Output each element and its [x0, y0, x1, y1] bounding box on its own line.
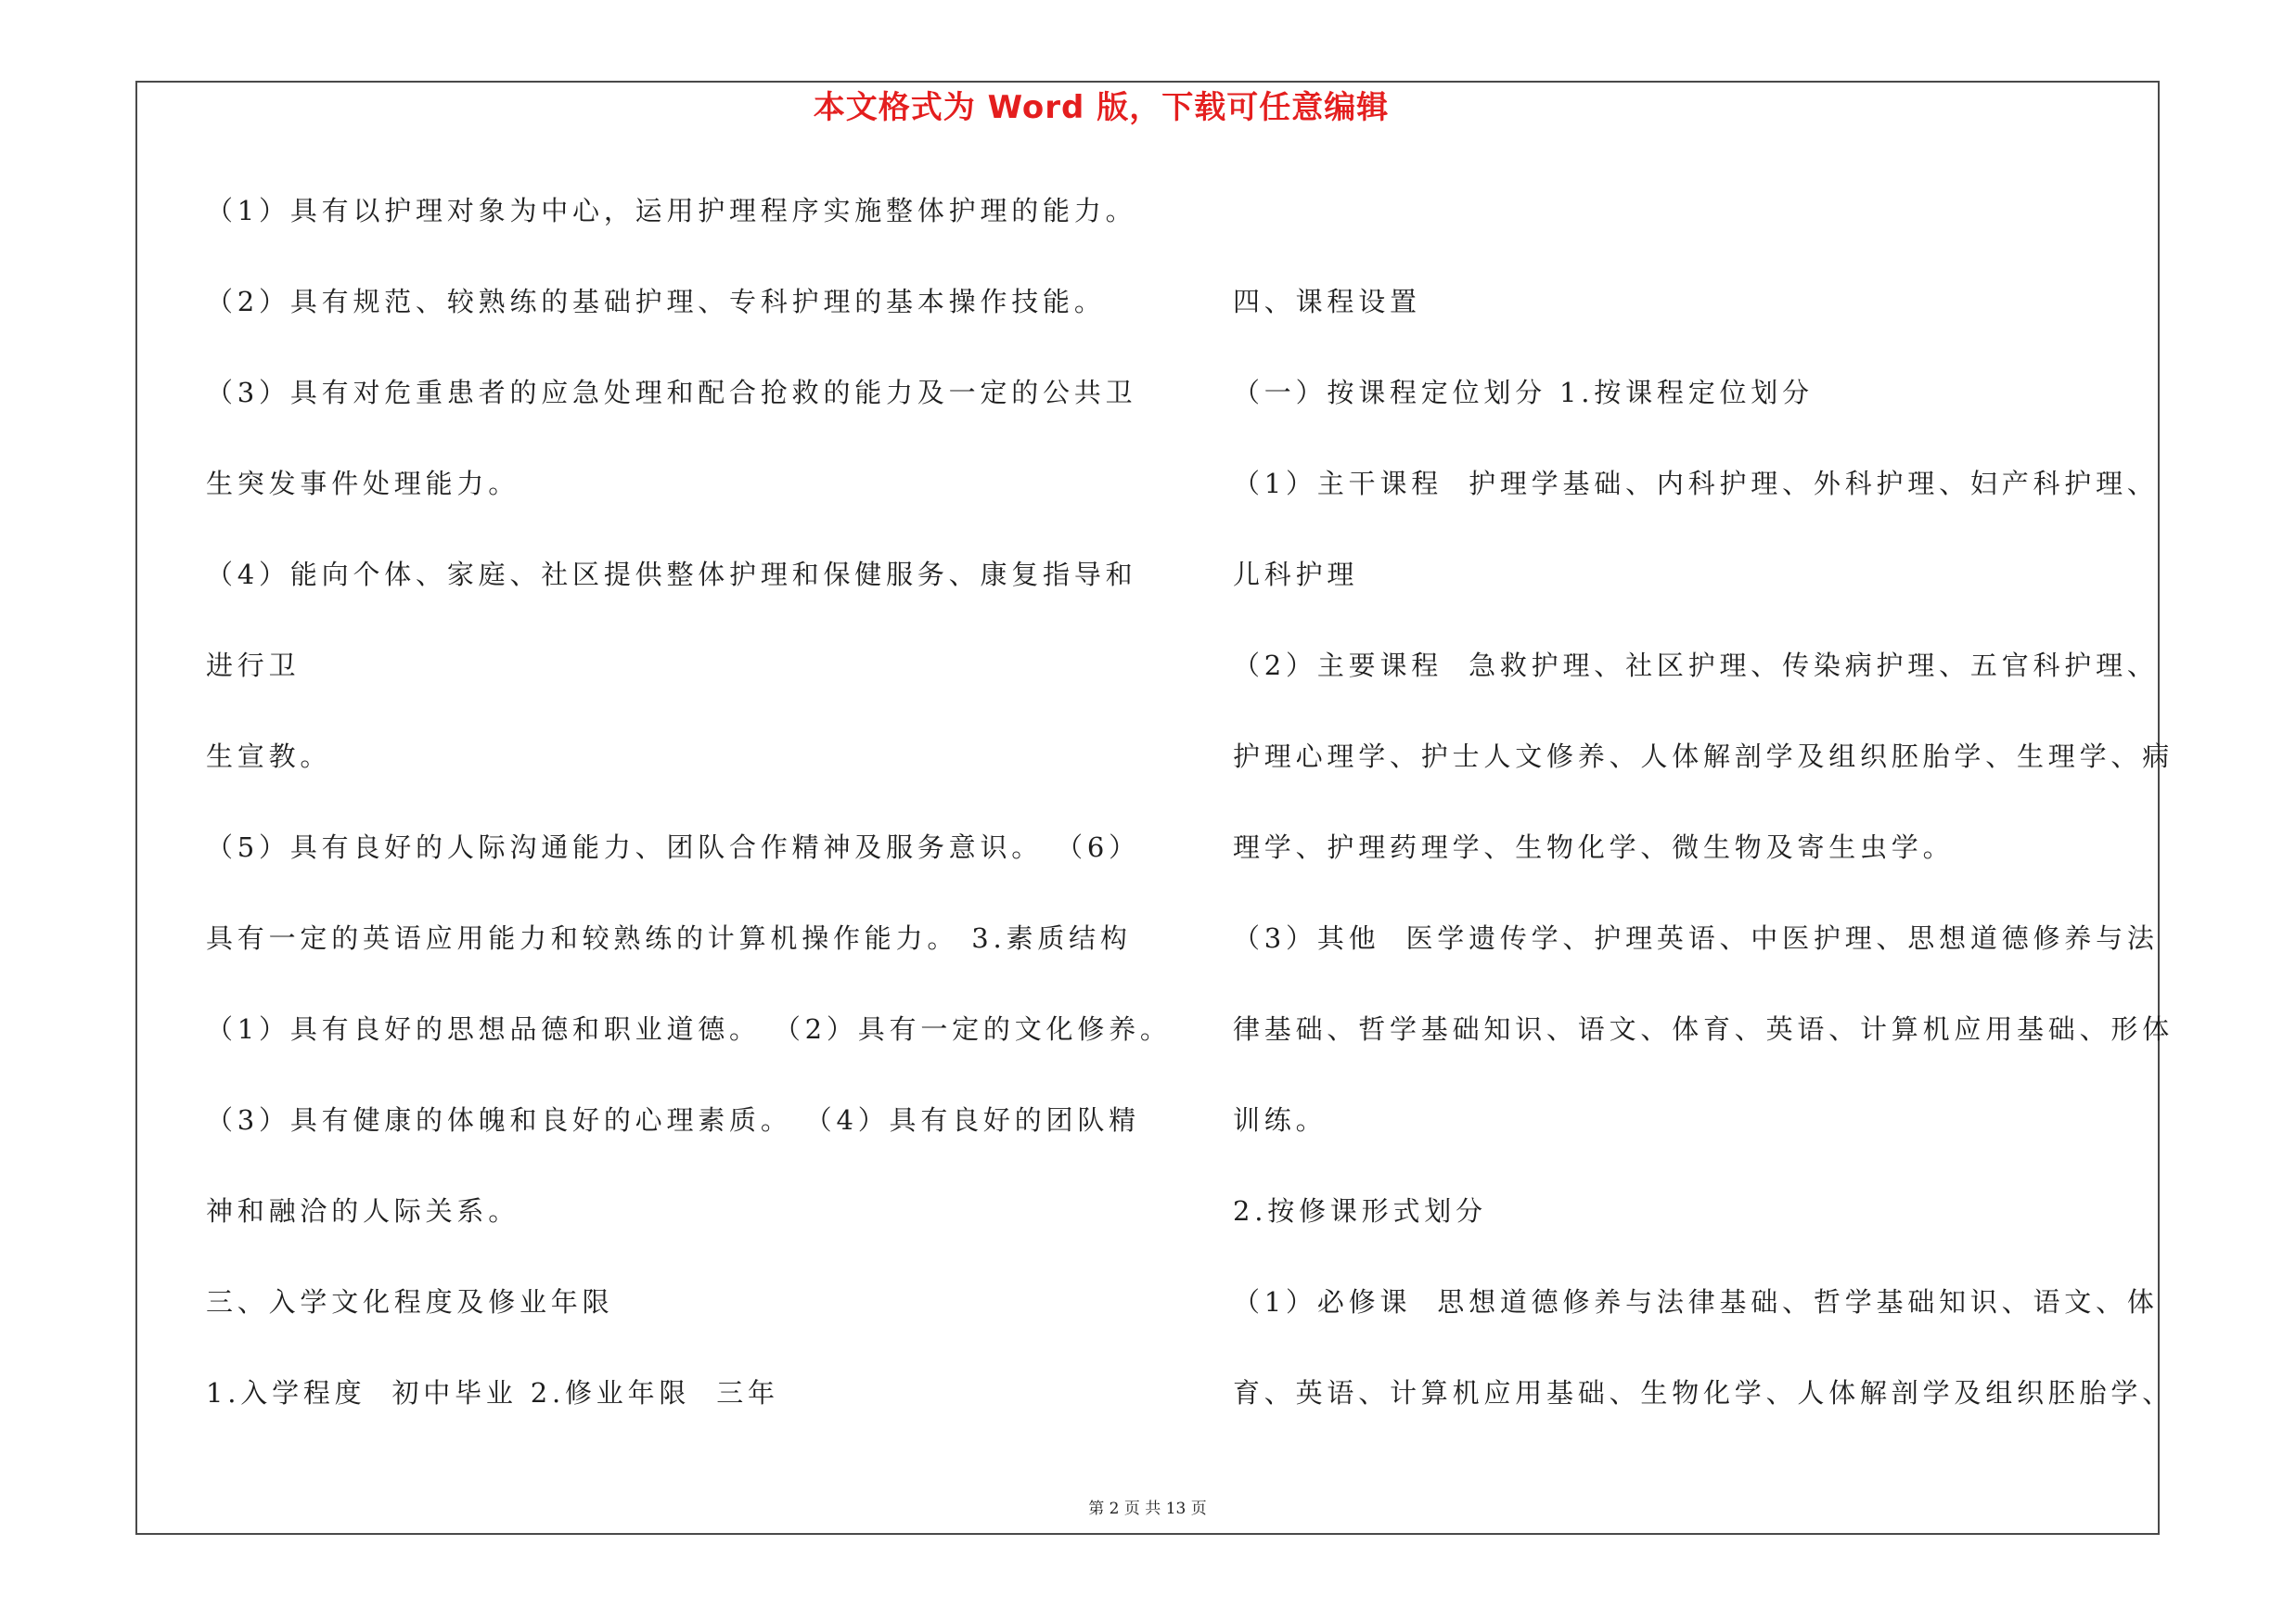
text-line: 进行卫 [206, 650, 301, 681]
text-line: 律基础、哲学基础知识、语文、体育、英语、计算机应用基础、形体 [1233, 1013, 2174, 1045]
text-line: （1）具有良好的思想品德和职业道德。 （2）具有一定的文化修养。 [206, 1013, 1172, 1045]
text-line: 1.入学程度 初中毕业 2.修业年限 三年 [206, 1377, 779, 1409]
text-line: （4）能向个体、家庭、社区提供整体护理和保健服务、康复指导和 [206, 559, 1137, 590]
text-line: （一）按课程定位划分 1.按课程定位划分 [1233, 377, 1814, 408]
page-number-footer: 第 2 页 共 13 页 [1088, 1500, 1207, 1518]
text-line: 神和融洽的人际关系。 [206, 1195, 520, 1227]
text-line: （3）具有对危重患者的应急处理和配合抢救的能力及一定的公共卫 [206, 377, 1137, 408]
text-line: （5）具有良好的人际沟通能力、团队合作精神及服务意识。 （6） [206, 831, 1140, 863]
text-line: （1）主干课程 护理学基础、内科护理、外科护理、妇产科护理、 [1233, 468, 2159, 499]
text-line: 理学、护理药理学、生物化学、微生物及寄生虫学。 [1233, 831, 1955, 863]
text-line: （1）必修课 思想道德修养与法律基础、哲学基础知识、语文、体 [1233, 1286, 2159, 1318]
subsection-heading: 2.按修课形式划分 [1233, 1195, 1487, 1227]
text-line: 儿科护理 [1233, 559, 1359, 590]
right-column [1233, 256, 2235, 1438]
text-line: 生突发事件处理能力。 [206, 468, 520, 499]
text-line: 生宣教。 [206, 741, 332, 772]
text-line: （3）具有健康的体魄和良好的心理素质。 （4）具有良好的团队精 [206, 1104, 1140, 1136]
left-column [206, 165, 1222, 1438]
text-line: 训练。 [1233, 1104, 1328, 1136]
text-line: （2）主要课程 急救护理、社区护理、传染病护理、五官科护理、 [1233, 650, 2159, 681]
text-line: 护理心理学、护士人文修养、人体解剖学及组织胚胎学、生理学、病 [1233, 741, 2174, 772]
format-notice: 本文格式为 Word 版，下载可任意编辑 [813, 89, 1390, 126]
text-line: （3）其他 医学遗传学、护理英语、中医护理、思想道德修养与法 [1233, 922, 2159, 954]
text-line: （2）具有规范、较熟练的基础护理、专科护理的基本操作技能。 [206, 286, 1106, 317]
section-heading: 三、入学文化程度及修业年限 [206, 1286, 614, 1318]
text-line: （1）具有以护理对象为中心，运用护理程序实施整体护理的能力。 [206, 195, 1137, 226]
section-heading: 四、课程设置 [1233, 286, 1421, 317]
text-line: 具有一定的英语应用能力和较熟练的计算机操作能力。 3.素质结构 [206, 922, 1132, 954]
text-line: 育、英语、计算机应用基础、生物化学、人体解剖学及组织胚胎学、 [1233, 1377, 2174, 1409]
